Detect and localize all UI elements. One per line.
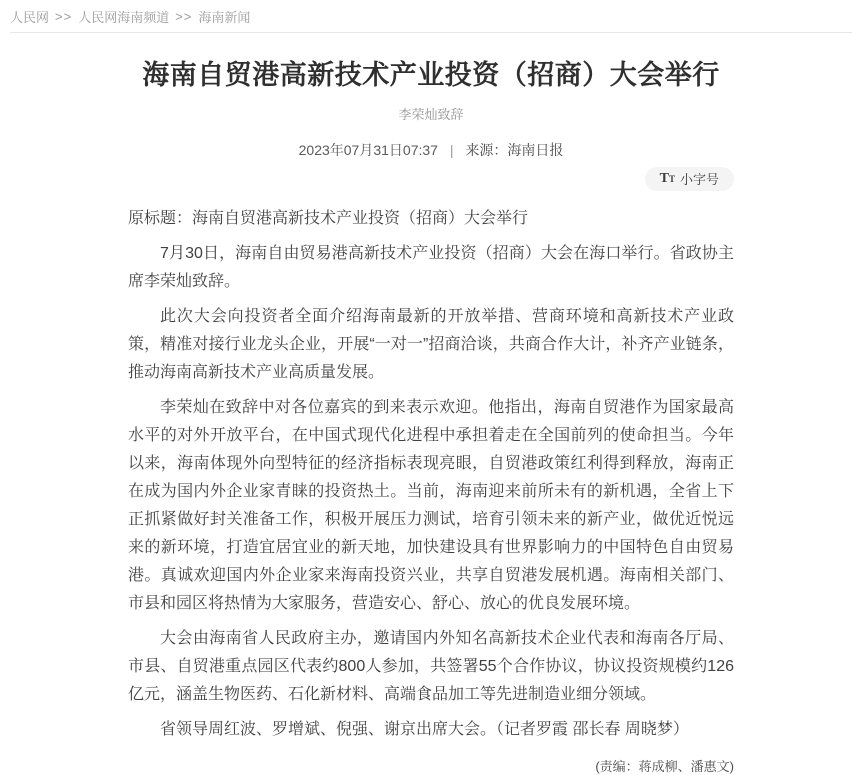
editors-note: (责编：蒋成柳、潘惠文) [595,759,734,774]
breadcrumb-link-hainan-news[interactable]: 海南新闻 [198,9,251,25]
article-paragraph: 大会由海南省人民政府主办，邀请国内外知名高新技术企业代表和海南各厅局、市县、自贸港重点园区代表约800人参加，共签署55个合作协议，协议投资规模约126亿元，涵盖生物医药、石化新材料、高端食品加工等先进制造业细分领域。 [128,630,734,703]
article-body [128,205,734,744]
article-title: 海南自贸港高新技术产业投资（招商）大会举行 [142,60,720,90]
article-container [128,33,734,775]
breadcrumb-separator: >> [55,8,73,24]
publish-date: 2023年07月31日07:37 [298,142,438,158]
article-paragraph: 李荣灿在致辞中对各位嘉宾的到来表示欢迎。他指出，海南自贸港作为国家最高水平的对外开放平台，在中国式现代化进程中承担着走在全国前列的使命担当。今年以来，海南体现外向型特征的经济指标表现亮眼，自贸港政策红利得到释放，海南正在成为国内外企业家青睐的投资热土。当前，海南迎来前所未有的新机遇，全省上下正抓紧做好封关准备工作，积极开展压力测试，培育引领未来的新产业，做优近悦远来的新环境，打造宜居宜业的新天地，加快建设具有世界影响力的中国特色自由贸易港。真诚欢迎国内外企业家来海南投资兴业，共享自贸港发展机遇。海南相关部门、市县和园区将热情为大家服务，营造安心、舒心、放心的优良发展环境。 [128,399,734,612]
breadcrumb [10,0,852,33]
article-paragraph: 7月30日，海南自由贸易港高新技术产业投资（招商）大会在海口举行。省政协主席李荣灿致辞。 [128,245,734,290]
article-toolbar [128,167,734,191]
breadcrumb-link-hainan-channel[interactable]: 人民网海南频道 [78,9,170,25]
breadcrumb-link-peoples-daily[interactable]: 人民网 [10,9,50,25]
font-size-button[interactable] [645,167,734,191]
font-size-button-label: 小字号 [679,171,719,187]
article-meta [128,140,734,160]
font-size-icon: T T [659,171,675,186]
meta-divider: | [449,142,454,158]
article-paragraph: 省领导周红波、罗增斌、倪强、谢京出席大会。（记者罗霞 邵长春 周晓梦） [160,721,689,738]
article-subtitle: 李荣灿致辞 [398,107,464,122]
article-source[interactable]: 来源：海南日报 [465,142,564,158]
original-title-line: 原标题：海南自贸港高新技术产业投资（招商）大会举行 [128,210,529,227]
article-paragraph: 此次大会向投资者全面介绍海南最新的开放举措、营商环境和高新技术产业政策，精准对接行业龙头企业，开展“一对一”招商洽谈，共商合作大计，补齐产业链条，推动海南高新技术产业高质量发展。 [128,308,734,381]
breadcrumb-separator: >> [175,8,193,24]
